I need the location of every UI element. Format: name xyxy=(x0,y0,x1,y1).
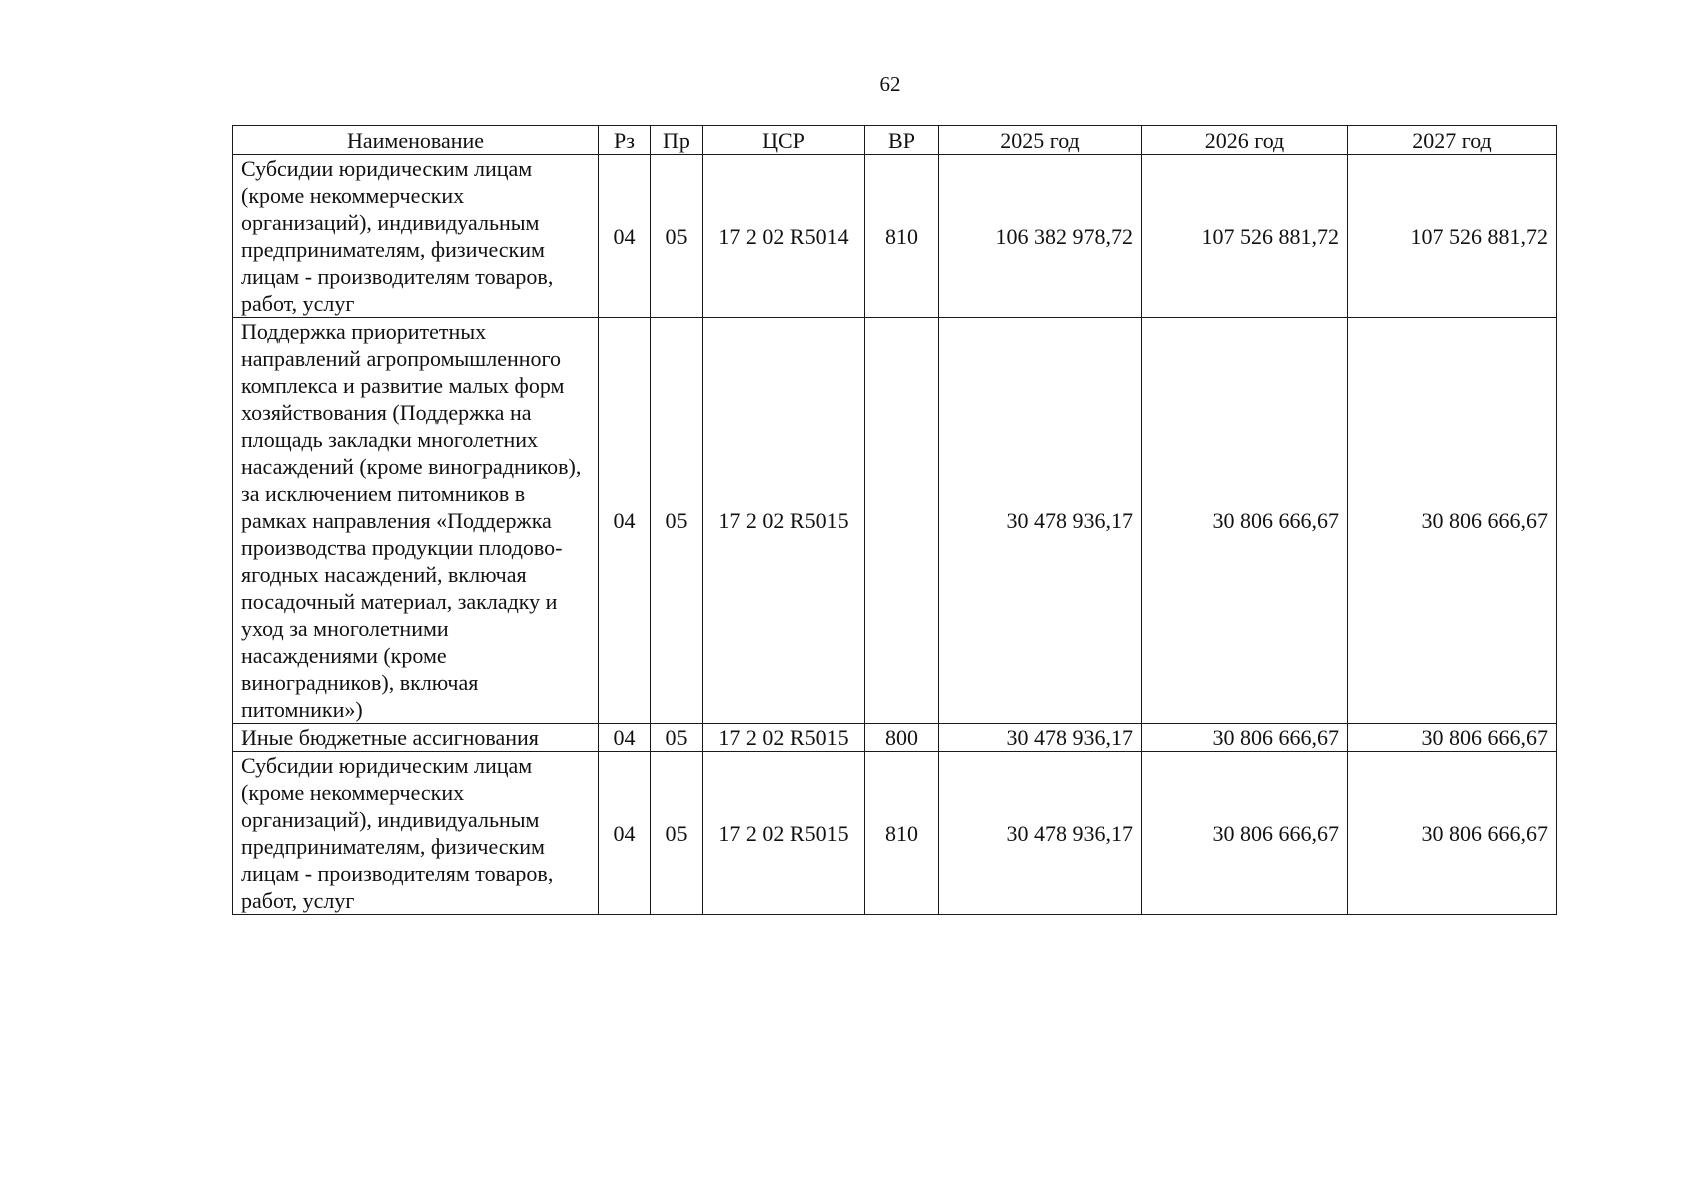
row-amount-2025: 30 478 936,17 xyxy=(939,724,1142,752)
row-vr xyxy=(865,318,939,724)
row-amount-2026: 30 806 666,67 xyxy=(1142,724,1348,752)
row-pr: 05 xyxy=(651,752,703,915)
row-rz: 04 xyxy=(599,155,651,318)
row-vr: 810 xyxy=(865,752,939,915)
row-csr: 17 2 02 R5015 xyxy=(703,724,865,752)
row-vr: 810 xyxy=(865,155,939,318)
budget-table xyxy=(232,125,1557,915)
header-2027: 2027 год xyxy=(1348,126,1557,155)
row-amount-2026: 30 806 666,67 xyxy=(1142,318,1348,724)
row-rz: 04 xyxy=(599,724,651,752)
header-rz: Рз xyxy=(599,126,651,155)
row-amount-2025: 106 382 978,72 xyxy=(939,155,1142,318)
header-pr: Пр xyxy=(651,126,703,155)
row-name: Субсидии юридическим лицам (кроме некоммерческих организаций), индивидуальным предпринимателям, физическим лицам - производителям товаров, работ, услуг xyxy=(233,752,599,915)
row-pr: 05 xyxy=(651,155,703,318)
row-amount-2025: 30 478 936,17 xyxy=(939,318,1142,724)
row-rz: 04 xyxy=(599,752,651,915)
table-body xyxy=(233,155,1557,915)
header-vr: ВР xyxy=(865,126,939,155)
header-csr: ЦСР xyxy=(703,126,865,155)
row-csr: 17 2 02 R5014 xyxy=(703,155,865,318)
table-row xyxy=(233,318,1557,724)
row-amount-2025: 30 478 936,17 xyxy=(939,752,1142,915)
header-2025: 2025 год xyxy=(939,126,1142,155)
row-name: Иные бюджетные ассигнования xyxy=(233,724,599,752)
row-amount-2027: 107 526 881,72 xyxy=(1348,155,1557,318)
row-amount-2027: 30 806 666,67 xyxy=(1348,318,1557,724)
row-csr: 17 2 02 R5015 xyxy=(703,318,865,724)
table-row xyxy=(233,752,1557,915)
page-number: 62 xyxy=(879,72,901,96)
row-amount-2027: 30 806 666,67 xyxy=(1348,752,1557,915)
row-rz: 04 xyxy=(599,318,651,724)
row-csr: 17 2 02 R5015 xyxy=(703,752,865,915)
row-amount-2027: 30 806 666,67 xyxy=(1348,724,1557,752)
row-name: Субсидии юридическим лицам (кроме некоммерческих организаций), индивидуальным предпринимателям, физическим лицам - производителям товаров, работ, услуг xyxy=(233,155,599,318)
header-row xyxy=(233,126,1557,155)
row-amount-2026: 30 806 666,67 xyxy=(1142,752,1348,915)
row-pr: 05 xyxy=(651,724,703,752)
table-row xyxy=(233,724,1557,752)
row-amount-2026: 107 526 881,72 xyxy=(1142,155,1348,318)
row-name: Поддержка приоритетных направлений агропромышленного комплекса и развитие малых форм хозяйствования (Поддержка на площадь закладки многолетних насаждений (кроме виноградников), за исключением питомников в рамках направления «Поддержка производства продукции плодово-ягодных насаждений, включая посадочный материал, закладку и уход за многолетними насаждениями (кроме виноградников), включая питомники») xyxy=(233,318,599,724)
header-name: Наименование xyxy=(233,126,599,155)
row-pr: 05 xyxy=(651,318,703,724)
table-row xyxy=(233,155,1557,318)
header-2026: 2026 год xyxy=(1142,126,1348,155)
row-vr: 800 xyxy=(865,724,939,752)
table-header xyxy=(233,126,1557,155)
